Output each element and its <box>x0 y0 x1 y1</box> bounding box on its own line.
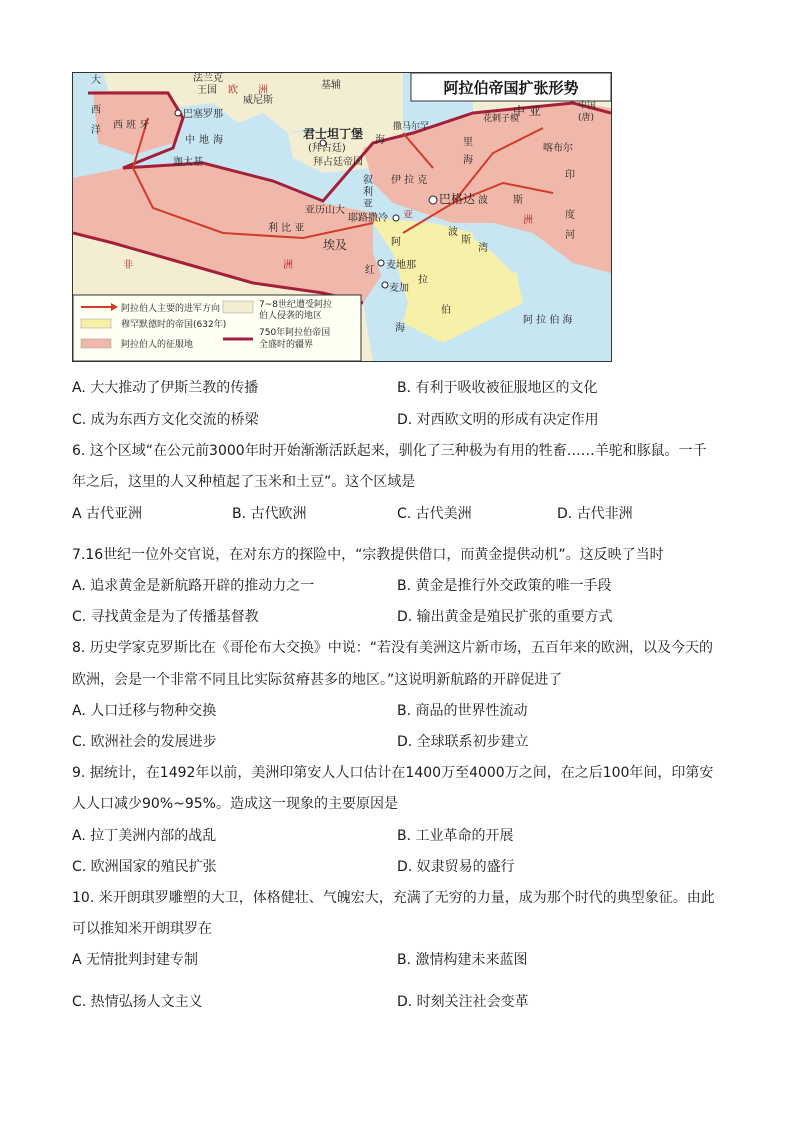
label-india: 河 <box>565 230 575 241</box>
label-iraq: 伊 拉 克 <box>391 175 428 186</box>
q10-option-c[interactable]: C. 热情弘扬人文主义 <box>72 994 203 1010</box>
label-carthage: 迦太基 <box>173 157 203 168</box>
label-mediterranean: 中 <box>185 135 195 146</box>
label-caspian: 里 <box>463 137 473 148</box>
label-india: 度 <box>565 210 575 221</box>
label-asia: 洲 <box>523 215 533 226</box>
q8-option-c[interactable]: C. 欧洲社会的发展进步 <box>72 734 217 750</box>
label-africa: 非 <box>123 260 133 271</box>
q8-stem: 欧洲，会是一个非常不同且比实际贫瘠甚多的地区。”这说明新航路的开辟促进了 <box>72 672 563 688</box>
label-syria: 利 <box>363 187 373 198</box>
label-syria: 亚 <box>363 199 373 210</box>
q10-option-b[interactable]: B. 激情构建未来蓝图 <box>397 952 528 968</box>
label-khwarazm: 花剌子模 <box>483 114 520 124</box>
q7-option-b[interactable]: B. 黄金是推行外交政策的唯一手段 <box>397 578 612 594</box>
label-china: (唐) <box>578 113 595 123</box>
map-title: 阿拉伯帝国扩张形势 <box>443 79 579 97</box>
q8-option-b[interactable]: B. 商品的世界性流动 <box>397 703 528 719</box>
q7-option-a[interactable]: A. 追求黄金是新航路开辟的推动力之一 <box>72 578 315 594</box>
label-venice: 威尼斯 <box>243 95 273 106</box>
label-frank: 法兰克 <box>193 73 223 84</box>
label-jerusalem: 耶路撒冷 <box>348 213 388 224</box>
label-syria: 叙 <box>363 175 373 186</box>
q6-stem: 6. 这个区域“在公元前3000年时开始渐渐活跃起来，驯化了三种极为有用的牲畜……羊驼和豚鼠。一千 <box>72 443 707 459</box>
legend-raid-label: 伯人侵袭的地区 <box>259 311 323 321</box>
q10-option-a[interactable]: A 无情批判封建专制 <box>72 952 199 968</box>
q9-option-c[interactable]: C. 欧洲国家的殖民扩张 <box>72 859 217 875</box>
map-legend <box>73 295 361 361</box>
label-europe: 洲 <box>258 85 268 96</box>
q9-option-a[interactable]: A. 拉丁美洲内部的战乱 <box>72 828 217 844</box>
label-central-asia: 中 亚 <box>513 104 541 118</box>
q6-option-c[interactable]: C. 古代美洲 <box>397 506 472 522</box>
label-samarkand: 撒马尔罕 <box>393 122 430 132</box>
label-mecca: 麦加 <box>389 283 409 294</box>
label-alexandria: 亚历山大 <box>305 205 345 216</box>
q8-stem: 8. 历史学家克罗斯比在《哥伦布大交换》中说：“若没有美洲这片新市场，五百年来的欧洲，以及今天的 <box>72 640 714 656</box>
legend-632-label: 穆罕默德时的帝国(632年) <box>121 320 227 330</box>
q5-option-b[interactable]: B. 有利于吸收被征服地区的文化 <box>397 380 598 396</box>
q9-option-b[interactable]: B. 工业革命的开展 <box>397 828 514 844</box>
label-istanbul: (拜占廷) <box>308 143 346 154</box>
q7-option-c[interactable]: C. 寻找黄金是为了传播基督教 <box>72 609 259 625</box>
q5-option-d[interactable]: D. 对西欧文明的形成有决定作用 <box>397 412 599 428</box>
label-mediterranean: 海 <box>213 135 223 146</box>
label-atlantic: 洋 <box>91 125 101 136</box>
label-baghdad: 巴格达 <box>439 192 476 206</box>
q8-option-d[interactable]: D. 全球联系初步建立 <box>397 734 529 750</box>
label-persian-gulf: 斯 <box>461 235 471 246</box>
q7-option-d[interactable]: D. 输出黄金是殖民扩张的重要方式 <box>397 609 613 625</box>
legend-raid-label: 7~8世纪遭受阿拉 <box>259 300 332 310</box>
legend-arrow-label: 阿拉伯人主要的进军方向 <box>121 304 221 314</box>
label-persia: 斯 <box>513 195 523 206</box>
label-spain: 西 班 牙 <box>113 120 150 131</box>
label-libya: 利 比 亚 <box>268 223 305 234</box>
label-asia: 亚 <box>403 210 413 221</box>
label-atlantic: 西 <box>91 105 101 116</box>
label-persian-gulf: 波 <box>448 227 458 238</box>
legend-boundary-label: 750年阿拉伯帝国 <box>259 328 331 338</box>
label-europe: 欧 <box>228 85 238 96</box>
label-medina: 麦地那 <box>386 260 416 271</box>
q7-stem: 7.16世纪一位外交官说，在对东方的探险中，“宗教提供借口，而黄金提供动机”。这反映了当时 <box>72 547 664 563</box>
q5-option-c[interactable]: C. 成为东西方文化交流的桥梁 <box>72 412 259 428</box>
q6-stem: 年之后，这里的人又种植起了玉米和土豆”。这个区域是 <box>72 474 416 490</box>
label-egypt: 埃及 <box>323 238 348 252</box>
arab-empire-map <box>72 72 612 362</box>
q9-stem: 9. 据统计，在1492年以前，美洲印第安人人口估计在1400万至4000万之间，在之后100年间，印第安 <box>72 765 714 781</box>
label-barcelona: 巴塞罗那 <box>183 109 223 120</box>
label-kabul: 喀布尔 <box>543 143 573 154</box>
label-persian-gulf: 湾 <box>478 243 488 254</box>
label-red-sea: 海 <box>395 323 405 334</box>
q9-stem: 人人口减少90%~95%。造成这一现象的主要原因是 <box>72 796 398 812</box>
q5-option-a[interactable]: A. 大大推动了伊斯兰教的传播 <box>72 380 259 396</box>
label-arabia: 伯 <box>441 305 451 316</box>
label-arabia: 拉 <box>418 275 428 286</box>
q8-option-a[interactable]: A. 人口迁移与物种交换 <box>72 703 217 719</box>
label-black-sea: 海 <box>375 135 385 146</box>
legend-conquest-label: 阿拉伯人的征服地 <box>121 340 194 350</box>
q6-option-d[interactable]: D. 古代非洲 <box>557 506 633 522</box>
label-kiev: 基辅 <box>321 80 341 91</box>
q6-option-b[interactable]: B. 古代欧洲 <box>232 506 307 522</box>
label-india: 印 <box>565 170 575 181</box>
legend-boundary-label: 全盛时的疆界 <box>259 340 314 350</box>
q10-stem: 可以推知米开朗琪罗在 <box>72 921 212 937</box>
q9-option-d[interactable]: D. 奴隶贸易的盛行 <box>397 859 515 875</box>
label-constantinople: 君士坦丁堡 <box>303 127 364 141</box>
label-atlantic: 大 <box>91 75 101 86</box>
label-arabia: 阿 <box>391 237 401 248</box>
q6-option-a[interactable]: A 古代亚洲 <box>72 506 143 522</box>
label-mediterranean: 地 <box>199 135 209 146</box>
q10-option-d[interactable]: D. 时刻关注社会变革 <box>397 994 529 1010</box>
label-arabian-sea: 阿 拉 伯 海 <box>523 315 573 326</box>
label-africa: 洲 <box>283 260 293 271</box>
label-caspian: 海 <box>463 155 473 166</box>
label-persia: 波 <box>478 195 488 206</box>
q10-stem: 10. 米开朗琪罗雕塑的大卫，体格健壮、气魄宏大，充满了无穷的力量，成为那个时代的典型象征。由此 <box>72 890 715 906</box>
label-byzantine: 拜占廷帝国 <box>313 157 363 168</box>
label-china: 中国 <box>578 101 597 111</box>
label-frank: 王国 <box>197 85 217 96</box>
label-red-sea: 红 <box>365 265 375 276</box>
